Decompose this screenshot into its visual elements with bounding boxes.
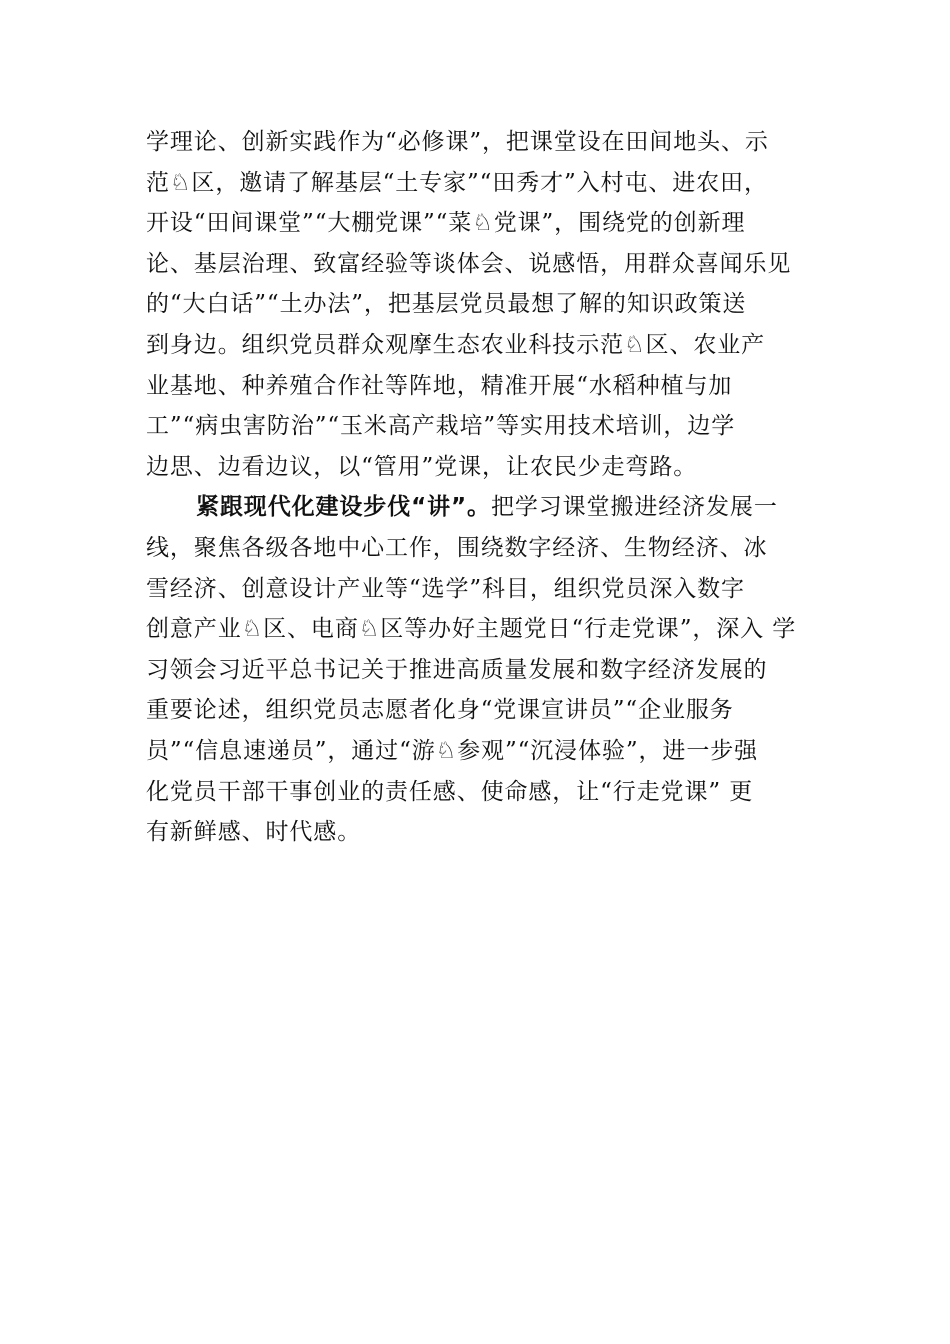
paragraph-2-line-1 (146, 487, 846, 528)
paragraph-2-line-9: 有新鲜感、时代感。 (146, 819, 362, 846)
paragraph-1-line-5: 的“大白话”“土办法”，把基层党员最想了解的知识政策送 (146, 291, 747, 318)
paragraph-2-heading: 紧跟现代化建设步伐“讲”。 (196, 494, 491, 521)
paragraph-1-line-3: 开设“田间课堂”“大棚党课”“菜♘党课”，围绕党的创新理 (146, 210, 746, 237)
paragraph-1-line-8: 工”“病虫害防治”“玉米高产栽培”等实用技术培训，边学 (146, 413, 736, 440)
paragraph-1-line-7: 业基地、种养殖合作社等阵地，精准开展“水稻种植与加 (146, 372, 733, 399)
paragraph-2-line-4: 创意产业♘区、电商♘区等办好主题党日“行走党课”，深入 学 (146, 616, 797, 643)
document-body (146, 122, 846, 853)
paragraph-2-line-5: 习领会习近平总书记关于推进高质量发展和数字经济发展的 (146, 656, 768, 683)
paragraph-2-line-8: 化党员干部干事创业的责任感、使命感，让“行走党课” 更 (146, 778, 754, 805)
paragraph-2-first-line-text: 把学习课堂搬进经济发展一 (490, 494, 778, 521)
paragraph-1-line-1: 学理论、创新实践作为“必修课”，把课堂设在田间地头、示 (146, 129, 769, 155)
paragraph-1-line-2: 范♘区，邀请了解基层“土专家”“田秀才”入村屯、进农田， (146, 169, 768, 196)
paragraph-2-line-2: 线，聚焦各级各地中心工作，围绕数字经济、生物经济、冰 (146, 534, 768, 561)
paragraph-1-line-4: 论、基层治理、致富经验等谈体会、说感悟，用群众喜闻乐见 (146, 250, 792, 277)
paragraph-1-line-6: 到身边。组织党员群众观摩生态农业科技示范♘区、农业产 (146, 331, 766, 358)
paragraph-2-line-3: 雪经济、创意设计产业等“选学”科目，组织党员深入数字 (146, 575, 745, 602)
paragraph-2-line-7: 员”“信息速递员”，通过“游♘参观”“沉浸体验”，进一步强 (146, 737, 759, 764)
paragraph-2-line-6: 重要论述，组织党员志愿者化身“党课宣讲员”“企业服务 (146, 697, 734, 724)
paragraph-1-line-9: 边思、边看边议，以“管用”党课，让农民少走弯路。 (146, 453, 698, 480)
